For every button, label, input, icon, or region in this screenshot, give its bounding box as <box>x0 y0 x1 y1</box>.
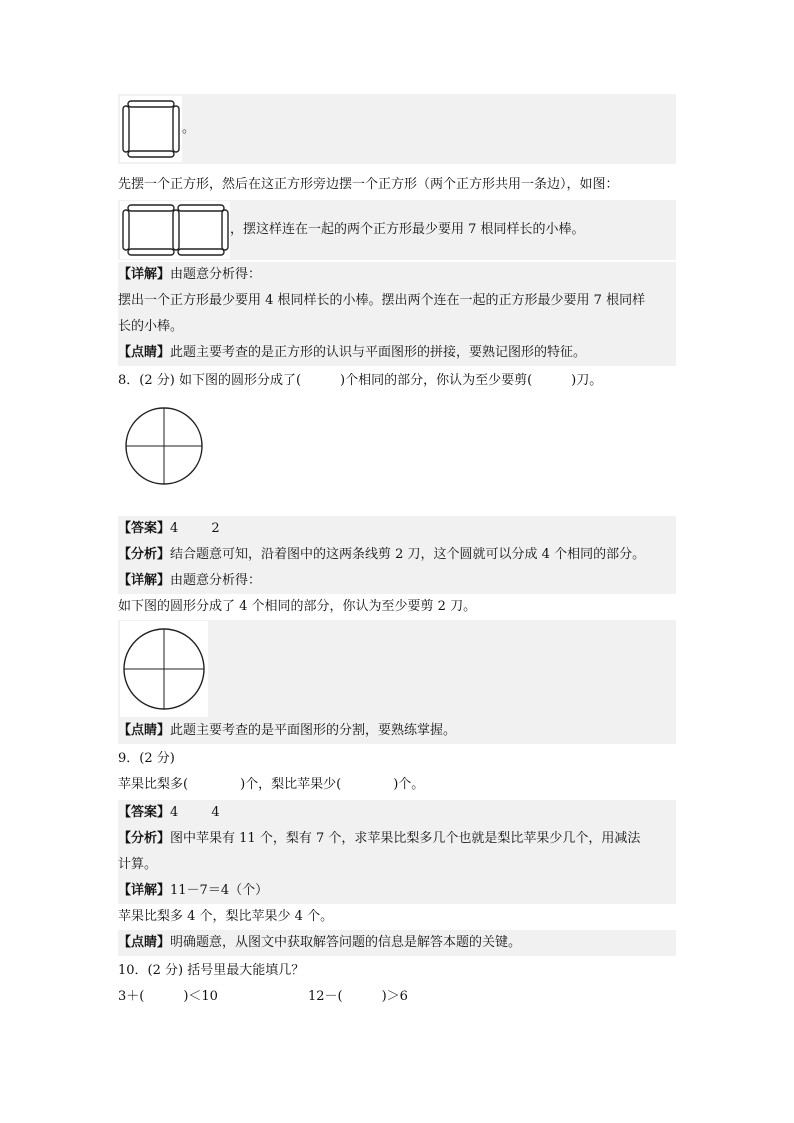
q8-point-block <box>118 718 676 744</box>
answer-label: 【答案】 <box>118 521 171 536</box>
q7-point-line <box>118 340 676 366</box>
point-text: 此题主要考查的是平面图形的分割，要熟练掌握。 <box>170 723 457 738</box>
point-label: 【点睛】 <box>118 345 171 360</box>
q9-point-line <box>118 930 676 956</box>
q7-detail-block <box>118 262 676 366</box>
q9-point-block <box>118 930 676 956</box>
q9-analysis-line <box>118 826 676 852</box>
quartered-circle-icon <box>120 402 210 492</box>
detail-text: 由题意分析得： <box>170 573 262 588</box>
q7-detail-body-2: 长的小棒。 <box>118 319 184 334</box>
q7-figure-row-2 <box>118 200 676 260</box>
answer-value-1: 4 <box>170 805 179 820</box>
detail-text: 11－7＝4（个） <box>170 883 269 898</box>
quartered-circle-icon-2 <box>120 621 208 717</box>
q9-answer-block <box>118 800 676 904</box>
square-sticks-icon <box>120 96 182 162</box>
figure-suffix-2: ，摆这样连在一起的两个正方形最少要用 7 根同样长的小棒。 <box>230 222 585 237</box>
q7-detail-body-1: 摆出一个正方形最少要用 4 根同样长的小棒。摆出两个连在一起的正方形最少要用 7 根同样 <box>118 293 646 308</box>
answer-value-2: 2 <box>211 521 220 536</box>
q8-circle-figure-2 <box>118 620 676 718</box>
answer-value-2: 4 <box>211 805 220 820</box>
q7-detail-line <box>118 262 676 288</box>
document-page <box>118 94 676 1010</box>
analysis-label: 【分析】 <box>118 831 171 846</box>
q8-answer-block <box>118 516 676 594</box>
q7-paragraph: 先摆一个正方形，然后在这正方形旁边摆一个正方形（两个正方形共用一条边），如图： <box>118 177 619 192</box>
q9-detail-line <box>118 878 676 904</box>
point-text: 明确题意，从图文中获取解答问题的信息是解答本题的关键。 <box>170 935 522 950</box>
answer-value-1: 4 <box>170 521 179 536</box>
analysis-label: 【分析】 <box>118 547 171 562</box>
point-label: 【点睛】 <box>118 723 171 738</box>
q9-analysis-line-2: 计算。 <box>118 857 158 872</box>
q10-stem: 10．(2 分) 括号里最大能填几？ <box>118 963 305 978</box>
q8-analysis-line <box>118 542 676 568</box>
circle-figure-frame <box>120 621 208 717</box>
two-squares-sticks-icon <box>120 201 230 259</box>
q10-expression-1: 3＋( )＜10 <box>118 989 218 1004</box>
answer-label: 【答案】 <box>118 805 171 820</box>
q9-body: 苹果比梨多( )个，梨比苹果少( )个。 <box>118 777 425 792</box>
detail-label: 【详解】 <box>118 267 171 282</box>
double-square-figure <box>120 201 230 259</box>
point-label: 【点睛】 <box>118 935 171 950</box>
q10-expressions <box>118 984 676 1010</box>
single-square-figure <box>120 96 182 162</box>
q8-circle-figure <box>118 394 676 516</box>
q7-figure-row-1 <box>118 94 676 164</box>
figure-suffix: 。 <box>182 121 196 136</box>
q8-detail-line <box>118 568 676 594</box>
q10-expression-2: 12－( )＞6 <box>308 989 408 1004</box>
q9-stem: 9．(2 分) <box>118 751 175 766</box>
analysis-text: 结合题意可知，沿着图中的这两条线剪 2 刀，这个圆就可以分成 4 个相同的部分。 <box>170 547 646 562</box>
detail-text: 由题意分析得： <box>170 267 262 282</box>
q8-stem: 8．(2 分) 如下图的圆形分成了( )个相同的部分，你认为至少要剪( )刀。 <box>118 373 603 388</box>
analysis-text-1: 图中苹果有 11 个，梨有 7 个，求苹果比梨多几个也就是梨比苹果少几个，用减法 <box>170 831 641 846</box>
q9-detail-body: 苹果比梨多 4 个，梨比苹果少 4 个。 <box>118 909 334 924</box>
q8-point-line <box>118 718 676 744</box>
detail-label: 【详解】 <box>118 883 171 898</box>
detail-label: 【详解】 <box>118 573 171 588</box>
point-text: 此题主要考查的是正方形的认识与平面图形的拼接，要熟记图形的特征。 <box>170 345 587 360</box>
q8-detail-body: 如下图的圆形分成了 4 个相同的部分，你认为至少要剪 2 刀。 <box>118 599 477 614</box>
q9-answer-line <box>118 800 676 826</box>
q8-answer-line <box>118 516 676 542</box>
